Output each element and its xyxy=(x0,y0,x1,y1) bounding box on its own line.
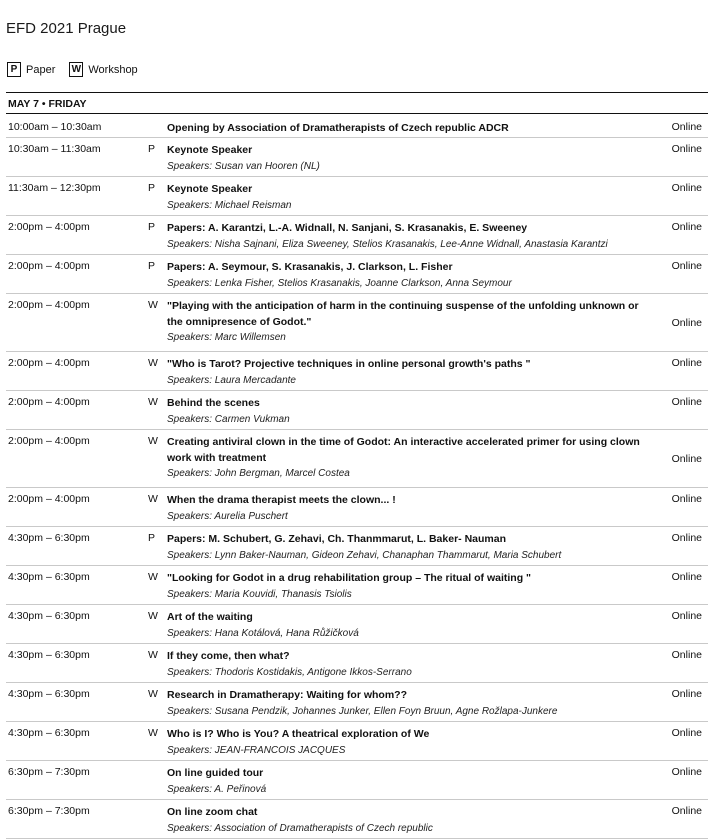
session-time: 2:00pm – 4:00pm xyxy=(8,260,90,272)
session-mode: Online xyxy=(671,727,702,739)
session-content xyxy=(167,488,657,527)
legend xyxy=(7,62,152,77)
session-title: Creating antiviral clown in the time of Godot: An interactive accelerated primer for using clown work with treatment xyxy=(167,436,640,464)
session-title: Art of the waiting xyxy=(167,611,253,623)
session-speakers: Speakers: Carmen Vukman xyxy=(167,413,290,425)
session-content xyxy=(167,527,657,566)
session-title: Behind the scenes xyxy=(167,397,260,409)
session-time: 6:30pm – 7:30pm xyxy=(8,766,90,778)
paper-badge-icon: P xyxy=(7,62,21,77)
session-time: 2:00pm – 4:00pm xyxy=(8,221,90,233)
session-mode: Online xyxy=(671,182,702,194)
session-mode: Online xyxy=(671,766,702,778)
schedule-row xyxy=(6,800,708,839)
session-type: W xyxy=(148,649,158,661)
session-time: 4:30pm – 6:30pm xyxy=(8,571,90,583)
session-title: Opening by Association of Dramatherapists of Czech republic ADCR xyxy=(167,122,509,134)
session-speakers: Speakers: A. Peřinová xyxy=(167,783,267,795)
session-content xyxy=(167,391,657,430)
session-title: On line zoom chat xyxy=(167,806,258,818)
session-speakers: Speakers: Hana Kotálová, Hana Růžičková xyxy=(167,627,359,639)
session-mode: Online xyxy=(671,317,702,329)
schedule-row xyxy=(6,683,708,722)
session-speakers: Speakers: Aurelia Puschert xyxy=(167,510,288,522)
session-time: 2:00pm – 4:00pm xyxy=(8,493,90,505)
schedule-row xyxy=(6,761,708,800)
session-mode: Online xyxy=(671,532,702,544)
session-content xyxy=(167,566,657,605)
session-time: 6:30pm – 7:30pm xyxy=(8,805,90,817)
session-content xyxy=(167,352,657,391)
session-time: 10:00am – 10:30am xyxy=(8,121,102,133)
schedule-row xyxy=(6,116,708,138)
session-time: 4:30pm – 6:30pm xyxy=(8,688,90,700)
schedule-row xyxy=(6,255,708,294)
session-speakers: Speakers: Lenka Fisher, Stelios Krasanakis, Joanne Clarkson, Anna Seymour xyxy=(167,277,512,289)
session-mode: Online xyxy=(671,493,702,505)
schedule-row xyxy=(6,216,708,255)
schedule-row xyxy=(6,605,708,644)
schedule-row xyxy=(6,644,708,683)
session-title: Who is I? Who is You? A theatrical exploration of We xyxy=(167,728,430,740)
session-title: "Who is Tarot? Projective techniques in online personal growth's paths " xyxy=(167,358,531,370)
session-speakers: Speakers: Association of Dramatherapists of Czech republic xyxy=(167,822,433,834)
schedule-row xyxy=(6,430,708,488)
schedule-row xyxy=(6,722,708,761)
legend-item-paper xyxy=(7,62,55,77)
session-speakers: Speakers: Susana Pendzik, Johannes Junker, Ellen Foyn Bruun, Agne Rožlapa-Junkere xyxy=(167,705,558,717)
session-time: 2:00pm – 4:00pm xyxy=(8,396,90,408)
session-time: 10:30am – 11:30am xyxy=(8,143,101,155)
workshop-badge-icon: W xyxy=(69,62,83,77)
session-speakers: Speakers: Thodoris Kostidakis, Antigone Ikkos-Serrano xyxy=(167,666,412,678)
schedule-row xyxy=(6,527,708,566)
session-content xyxy=(167,800,657,839)
session-time: 4:30pm – 6:30pm xyxy=(8,532,90,544)
session-type: W xyxy=(148,396,158,408)
session-type: W xyxy=(148,435,158,447)
legend-label: Paper xyxy=(26,63,56,76)
session-content xyxy=(167,761,657,800)
session-type: W xyxy=(148,688,158,700)
session-content xyxy=(167,138,657,177)
session-content xyxy=(167,294,657,348)
page-title: EFD 2021 Prague xyxy=(6,20,127,37)
session-mode: Online xyxy=(671,121,702,133)
schedule-row xyxy=(6,352,708,391)
session-content xyxy=(167,644,657,683)
session-type: W xyxy=(148,727,158,739)
session-speakers: Speakers: JEAN-FRANCOIS JACQUES xyxy=(167,744,346,756)
session-mode: Online xyxy=(671,357,702,369)
session-mode: Online xyxy=(671,649,702,661)
session-mode: Online xyxy=(671,221,702,233)
session-content xyxy=(167,722,657,761)
session-mode: Online xyxy=(671,453,702,465)
legend-item-workshop xyxy=(69,62,137,77)
session-content xyxy=(167,683,657,722)
session-type: W xyxy=(148,357,158,369)
session-type: W xyxy=(148,493,158,505)
session-title: If they come, then what? xyxy=(167,650,290,662)
session-speakers: Speakers: Nisha Sajnani, Eliza Sweeney, Stelios Krasanakis, Lee-Anne Widnall, Anastasia Karantzi xyxy=(167,238,608,250)
session-mode: Online xyxy=(671,571,702,583)
session-mode: Online xyxy=(671,610,702,622)
session-mode: Online xyxy=(671,396,702,408)
legend-label: Workshop xyxy=(88,63,138,76)
session-speakers: Speakers: Lynn Baker-Nauman, Gideon Zehavi, Chanaphan Thammarut, Maria Schubert xyxy=(167,549,562,561)
session-mode: Online xyxy=(671,805,702,817)
schedule-row xyxy=(6,488,708,527)
session-content xyxy=(167,216,657,255)
session-speakers: Speakers: John Bergman, Marcel Costea xyxy=(167,468,350,479)
session-time: 2:00pm – 4:00pm xyxy=(8,357,90,369)
session-content xyxy=(167,177,657,216)
session-speakers: Speakers: Maria Kouvidi, Thanasis Tsiolis xyxy=(167,588,352,600)
schedule-row xyxy=(6,391,708,430)
session-speakers: Speakers: Laura Mercadante xyxy=(167,374,296,386)
session-type: P xyxy=(148,221,156,233)
session-mode: Online xyxy=(671,688,702,700)
session-time: 4:30pm – 6:30pm xyxy=(8,610,90,622)
schedule-table xyxy=(6,116,708,839)
session-type: W xyxy=(148,299,158,311)
schedule-row xyxy=(6,177,708,216)
session-mode: Online xyxy=(671,143,702,155)
session-time: 2:00pm – 4:00pm xyxy=(8,435,90,447)
session-title: On line guided tour xyxy=(167,767,264,779)
session-title: "Playing with the anticipation of harm in the continuing suspense of the unfolding unknown or the omnipresence of Godot." xyxy=(167,300,639,328)
session-speakers: Speakers: Marc Willemsen xyxy=(167,332,286,343)
session-type: W xyxy=(148,610,158,622)
session-title: Papers: M. Schubert, G. Zehavi, Ch. Thanmmarut, L. Baker- Nauman xyxy=(167,533,506,545)
session-time: 4:30pm – 6:30pm xyxy=(8,649,90,661)
session-content xyxy=(167,605,657,644)
session-type: W xyxy=(148,571,158,583)
session-time: 2:00pm – 4:00pm xyxy=(8,299,90,311)
session-title: "Looking for Godot in a drug rehabilitation group – The ritual of waiting " xyxy=(167,572,532,584)
schedule-row xyxy=(6,294,708,352)
session-speakers: Speakers: Michael Reisman xyxy=(167,199,292,211)
session-content xyxy=(167,430,657,484)
session-type: P xyxy=(148,260,156,272)
day-header: MAY 7 • FRIDAY xyxy=(6,92,708,114)
session-content xyxy=(167,255,657,294)
session-time: 4:30pm – 6:30pm xyxy=(8,727,90,739)
session-content xyxy=(167,116,657,140)
session-title: Papers: A. Seymour, S. Krasanakis, J. Clarkson, L. Fisher xyxy=(167,261,453,273)
session-time: 11:30am – 12:30pm xyxy=(8,182,101,194)
session-type: P xyxy=(148,532,156,544)
session-title: Papers: A. Karantzi, L.-A. Widnall, N. Sanjani, S. Krasanakis, E. Sweeney xyxy=(167,222,528,234)
session-title: When the drama therapist meets the clown... ! xyxy=(167,494,396,506)
session-title: Keynote Speaker xyxy=(167,183,253,195)
session-type: P xyxy=(148,182,156,194)
session-title: Research in Dramatherapy: Waiting for whom?? xyxy=(167,689,407,701)
session-type: P xyxy=(148,143,156,155)
session-mode: Online xyxy=(671,260,702,272)
schedule-row xyxy=(6,138,708,177)
session-title: Keynote Speaker xyxy=(167,144,253,156)
session-speakers: Speakers: Susan van Hooren (NL) xyxy=(167,160,320,172)
schedule-row xyxy=(6,566,708,605)
